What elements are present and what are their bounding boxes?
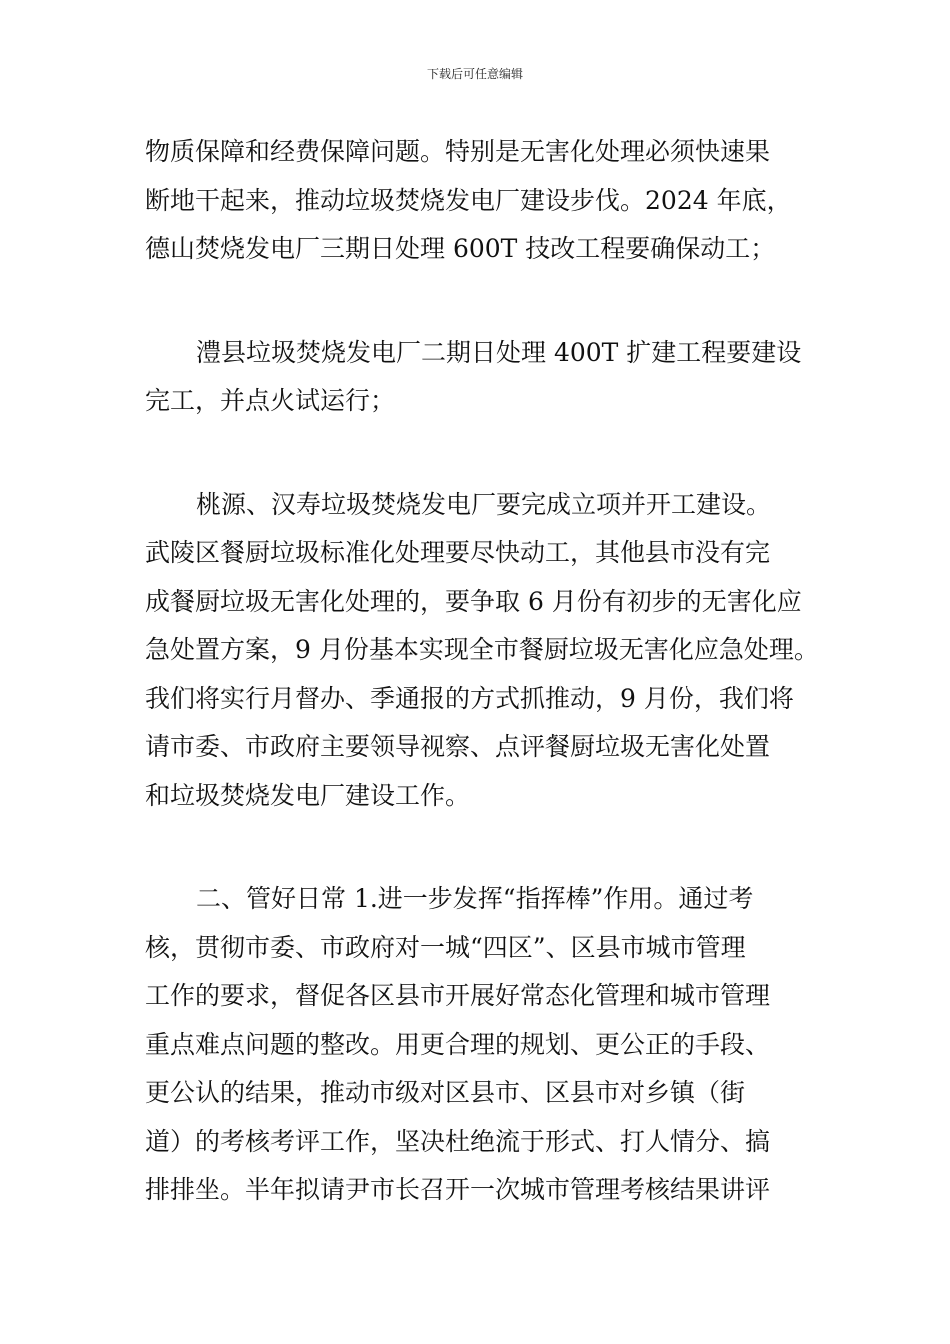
page-header-note: 下载后可任意编辑 [426, 67, 523, 81]
paragraph-gap [145, 426, 817, 481]
document-body [145, 128, 817, 1215]
text-line: 工作的要求，督促各区县市开展好常态化管理和城市管理 [145, 981, 771, 1010]
text-line: 道）的考核考评工作，坚决杜绝流于形式、打人情分、搞 [145, 1126, 771, 1156]
paragraph-gap [145, 820, 817, 875]
text-line: 物质保障和经费保障问题。特别是无害化处理必须快速果 [145, 137, 771, 166]
paragraph-1 [145, 128, 817, 274]
text-line: 断地干起来，推动垃圾焚烧发电厂建设步伐。2024 年底， [145, 185, 792, 215]
text-line: 排排坐。半年拟请尹市长召开一次城市管理考核结果讲评 [145, 1175, 771, 1204]
paragraph-4 [145, 875, 817, 1215]
text-line: 完工，并点火试运行； [145, 386, 396, 415]
text-line: 更公认的结果，推动市级对区县市、区县市对乡镇（街 [145, 1078, 746, 1107]
text-line: 请市委、市政府主要领导视察、点评餐厨垃圾无害化处置 [145, 732, 771, 761]
text-line: 澧县垃圾焚烧发电厂二期日处理 400T 扩建工程要建设 [196, 337, 802, 367]
text-line: 武陵区餐厨垃圾标准化处理要尽快动工，其他县市没有完 [145, 538, 771, 567]
text-line: 成餐厨垃圾无害化处理的，要争取 6 月份有初步的无害化应 [145, 586, 802, 616]
text-line: 二、管好日常 1.进一步发挥“指挥棒”作用。通过考 [196, 884, 754, 913]
paragraph-2 [145, 329, 817, 426]
text-line: 和垃圾焚烧发电厂建设工作。 [145, 780, 471, 810]
text-line: 急处置方案，9 月份基本实现全市餐厨垃圾无害化应急处理。 [145, 635, 819, 664]
paragraph-gap [145, 274, 817, 329]
text-line: 德山焚烧发电厂三期日处理 600T 技改工程要确保动工； [145, 234, 776, 263]
text-line: 桃源、汉寿垃圾焚烧发电厂要完成立项并开工建设。 [196, 489, 772, 519]
text-line: 重点难点问题的整改。用更合理的规划、更公正的手段、 [145, 1029, 771, 1059]
paragraph-3 [145, 481, 817, 821]
text-line: 核，贯彻市委、市政府对一城“四区”、区县市城市管理 [145, 932, 746, 962]
text-line: 我们将实行月督办、季通报的方式抓推动，9 月份，我们将 [145, 683, 794, 713]
